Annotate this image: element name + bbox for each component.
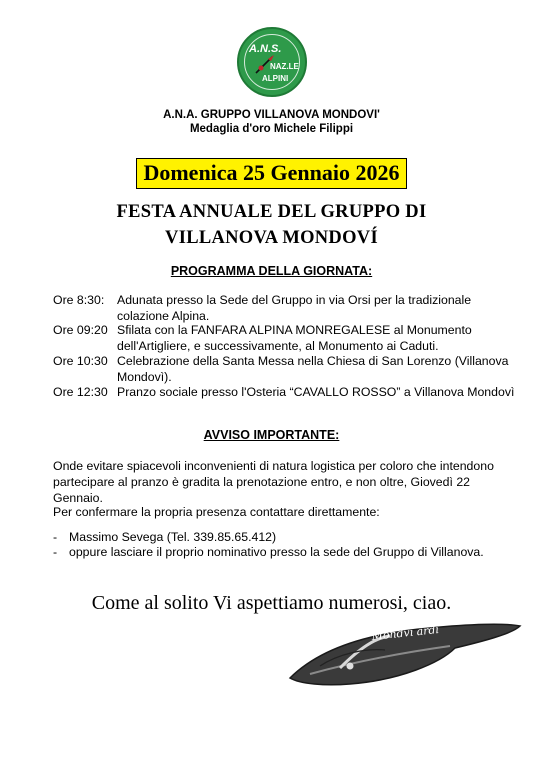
program-time: Ore 8:30:: [53, 293, 105, 307]
logo-text-alpini: ALPINI: [262, 74, 289, 83]
program-desc: Pranzo sociale presso l'Osteria “CAVALLO ROSSO” a Villanova Mondovì: [117, 385, 515, 399]
bullet-dash: -: [53, 545, 58, 559]
program-desc: Adunata presso la Sede del Gruppo in via Orsi per la tradizionale colazione Alpina.: [117, 293, 472, 323]
program-time: Ore 12:30: [53, 385, 108, 399]
org-name: A.N.A. GRUPPO VILLANOVA MONDOVI': [163, 109, 380, 121]
logo-text-naz: NAZ.LE: [270, 62, 299, 71]
event-title-line2: VILLANOVA MONDOVÍ: [165, 228, 378, 248]
program-heading: PROGRAMMA DELLA GIORNATA:: [170, 264, 373, 278]
medal-line: Medaglia d'oro Michele Filippi: [189, 123, 354, 135]
program-time: Ore 09:20: [53, 323, 108, 337]
contact-text: oppure lasciare il proprio nominativo presso la sede del Gruppo di Villanova.: [69, 545, 484, 559]
event-date: Domenica 25 Gennaio 2026: [136, 158, 406, 189]
logo-text-ans: A.N.S.: [249, 43, 282, 55]
notice-paragraph: Onde evitare spiacevoli inconvenienti di natura logistica per coloro che intendono partecipare al pranzo è gradita la prenotazione entro, e non oltre, Giovedì 22 Gennaio.: [53, 459, 494, 505]
notice-confirm: Per confermare la propria presenza contattare direttamente:: [53, 505, 380, 519]
program-time: Ore 10:30: [53, 354, 108, 368]
notice-heading: AVVISO IMPORTANTE:: [203, 428, 340, 442]
alpine-hat-icon: [280, 608, 525, 688]
program-desc: Sfilata con la FANFARA ALPINA MONREGALESE al Monumento dell'Artigliere, e successivamente, al Monumento ai Caduti.: [117, 323, 472, 353]
hat-label: Mondvì ardi: [370, 622, 440, 643]
bullet-dash: -: [53, 530, 58, 544]
contact-text: Massimo Sevega (Tel. 339.85.65.412): [69, 530, 277, 544]
closing-line: Come al solito Vi aspettiamo numerosi, ciao.: [91, 592, 452, 614]
program-desc: Celebrazione della Santa Messa nella Chiesa di San Lorenzo (Villanova Mondovì).: [117, 354, 509, 384]
ana-logo: [237, 27, 307, 97]
event-title-line1: FESTA ANNUALE DEL GRUPPO DI: [116, 202, 427, 222]
date-banner: [0, 158, 543, 189]
